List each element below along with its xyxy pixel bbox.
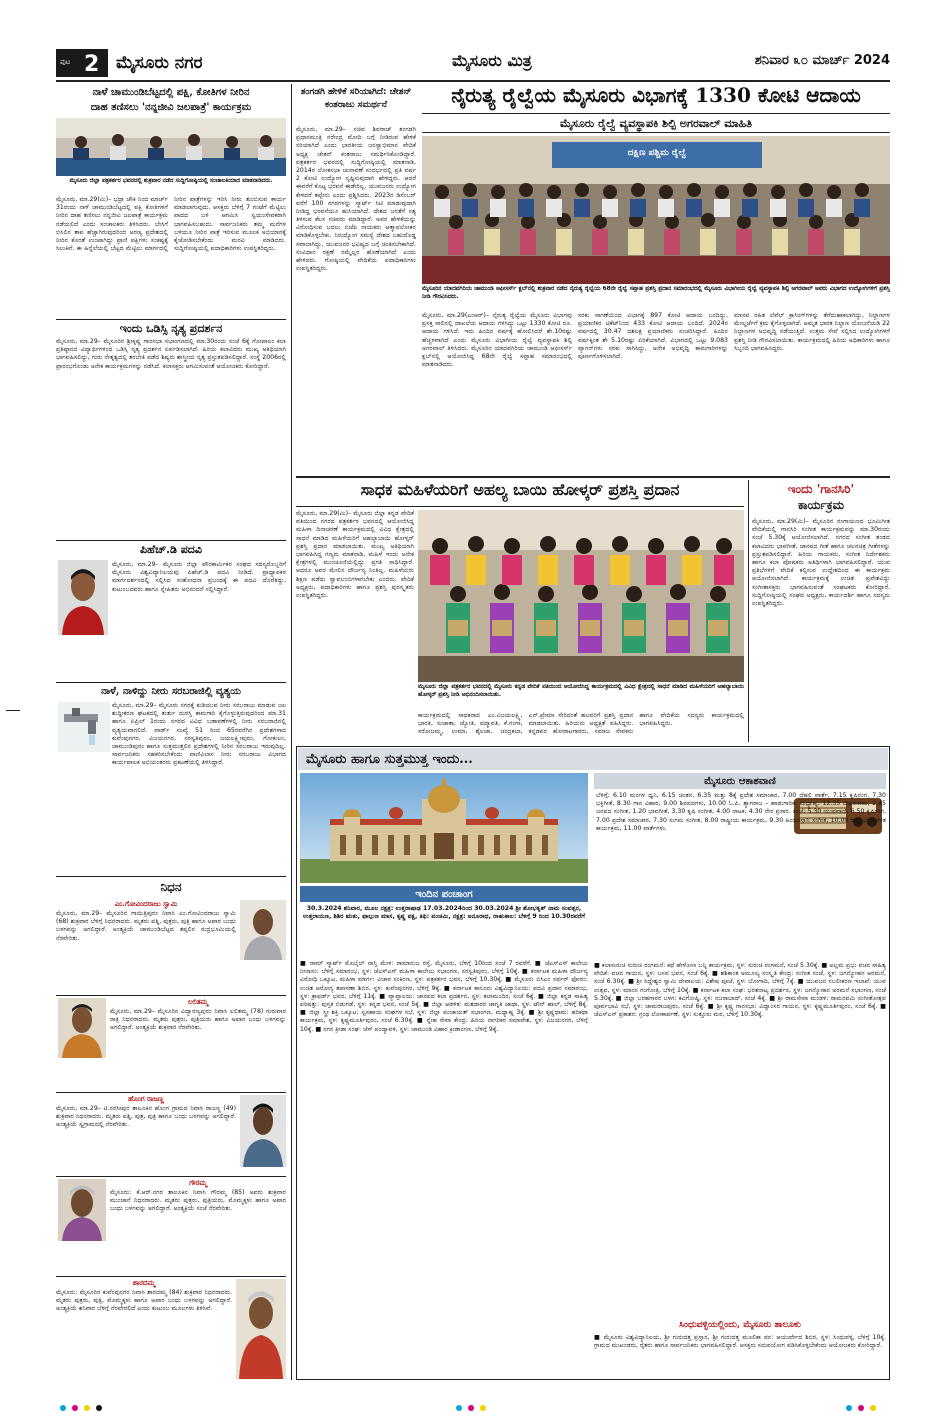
- award-story-body: ಮೈಸೂರು, ಮಾ.29(ಮಿ)– ಮೈಸೂರು ಜಿಲ್ಲಾ ಕನ್ನಡ ವೇದಿಕೆ ವತಿಯಿಂದ ನಗರದ ಪತ್ರಕರ್ತರ ಭವನದಲ್ಲಿ ಆಯೋಜಿಸಿದ್ದ ಮಹಿಳಾ ದಿನಾಚರಣೆ ಕಾರ್ಯಕ್ರಮದಲ್ಲಿ ವಿವಿಧ ಕ್ಷೇತ್ರದಲ್ಲಿ ಸಾಧನೆ ಮಾಡಿದ ಮಹಿಳೆಯರಿಗೆ ಅಹಲ್ಯಾಬಾಯಿ ಹೋಳ್ಕರ್ ಪ್ರಶಸ್ತಿ ಪ್ರದಾನ ಮಾಡಲಾಯಿತು. ಮುಖ್ಯ ಅತಿಥಿಯಾಗಿ ಭಾಗವಹಿಸಿದ್ದ ಗಣ್ಯರು ಮಾತನಾಡಿ, ಮಹಿಳೆ ಇಂದು ಅನೇಕ ಕ್ಷೇತ್ರಗಳಲ್ಲಿ ಮುಂಚೂಣಿಯಲ್ಲಿದ್ದು ಪ್ರಗತಿ ಸಾಧಿಸಿದ್ದಾರೆ. ಆದರೂ ಅವರ ಮೇಲಿನ ದೌರ್ಜನ್ಯ ನಿಂತಿಲ್ಲ. ಮಹಿಳೆಯರು ಶಿಕ್ಷಣ ಪಡೆದು ಸ್ವಾವಲಂಬಿಗಳಾಗಬೇಕು ಎಂದರು. ವೇದಿಕೆ ಅಧ್ಯಕ್ಷರು, ಪದಾಧಿಕಾರಿಗಳು ಹಾಗೂ ಪ್ರಶಸ್ತಿ ಪುರಸ್ಕೃತರು ಉಪಸ್ಥಿತರಿದ್ದರು.: [296, 510, 414, 599]
- obituary-name: ಶಾರದಮ್ಮ: [132, 1279, 156, 1287]
- masthead-rule: [56, 80, 890, 82]
- obituary-name: ಹೊಂಗ ರಾಜಣ್ಣ: [128, 1095, 164, 1103]
- event-listings-right: ■ ಕಲಾಸುರುಚಿ ಸುರುಚಿ ರಂಗಮನೆ: ಕಥೆ ಹೇಳೋಣ ಬನ್ನಿ ಕಾರ್ಯಕ್ರಮ, ಸ್ಥಳ: ಸುರುಚಿ ರಂಗಮನೆ, ಸಂಜೆ 5.30ಕ್ಕೆ. ■ ಅಲ್ಲಮ ಪ್ರಭು ವಚನ ಸಾಹಿತ್ಯ ವೇದಿಕೆ: ವಚನ ಗಾಯನ, ಸ್ಥಳ: ಬಸವ ಭವನ, ಸಂಜೆ 6ಕ್ಕೆ. ■ ಶಶಿಕಾಂತ ಅಮೂಲ್ಯ ಸಂಸ್ಕೃತಿ ಕೇಂದ್ರ: ಸಂಗೀತ ಸಂಜೆ, ಸ್ಥಳ: ಜಗನ್ಮೋಹನ ಅರಮನೆ, ಸಂಜೆ 6.30ಕ್ಕೆ. ■ ಶ್ರೀ ಸಿದ್ದೇಶ್ವರ ಸ್ವಾಮಿ ದೇವಾಲಯ: ವಿಶೇಷ ಪೂಜೆ, ಸ್ಥಳ: ಬೋಗಾದಿ, ಬೆಳಿಗ್ಗೆ 7ಕ್ಕೆ. ■ ಯುವಜನ ಸಬಲೀಕರಣ ಇಲಾಖೆ: ಯುವ ಉತ್ಸವ, ಸ್ಥಳ: ಮಾನಸ ಗಂಗೋತ್ರಿ, ಬೆಳಿಗ್ಗೆ 10ಕ್ಕೆ. ■ ಕರ್ನಾಟಕ ಕಲಾ ಸಂಘ: ಭರತನಾಟ್ಯ ಪ್ರದರ್ಶನ, ಸ್ಥಳ: ಜಗನ್ಮೋಹನ ಅರಮನೆ ಸಭಾಂಗಣ, ಸಂಜೆ 5.30ಕ್ಕೆ. ■ ಜಿಲ್ಲಾ ಬರಹಗಾರರ ಬಳಗ: ಕವಿಗೋಷ್ಠಿ, ಸ್ಥಳ: ನಜರಾಬಾದ್, ಸಂಜೆ 4ಕ್ಕೆ. ■ ಶ್ರೀ ರಾಮಸೇವಾ ಮಂಡಳಿ: ರಾಮನವಮಿ ಸಂಗೀತೋತ್ಸವ ಪೂರ್ವಭಾವಿ ಸಭೆ, ಸ್ಥಳ: ಚಾಮರಾಜಪುರಂ, ಸಂಜೆ 6ಕ್ಕೆ. ■ ಶ್ರೀ ಕೃಷ್ಣ ಗಾನಸಭಾ: ವಿದ್ವಾಂಸರ ಗಾಯನ, ಸ್ಥಳ: ಕೃಷ್ಣಮೂರ್ತಿಪುರಂ, ಸಂಜೆ 6ಕ್ಕೆ. ■ ಜೆಎಸ್‌ಎಸ್ ಪ್ರಕಾಶನ: ಗ್ರಂಥ ಲೋಕಾರ್ಪಣೆ, ಸ್ಥಳ: ಸುತ್ತೂರು ಮಠ, ಬೆಳಿಗ್ಗೆ 10.30ಕ್ಕೆ.: [594, 962, 886, 1019]
- obituary-name: ಲಲಿತಮ್ಮ: [187, 998, 209, 1006]
- obituary-name: ಎಂ.ಗೋವಿಂದರಾಜು ಸ್ವಾಮಿ: [114, 900, 178, 908]
- railway-photo-caption: ಮೈಸೂರಿನ ಯಾದವಗಿರಿಯ ಚಾಮುಂಡಿ ಆಫೀಸರ್ಸ್ ಕ್ಲಬ್‌ನಲ್ಲಿ ಶುಕ್ರವಾರ ನಡೆದ ನೈರುತ್ಯ ರೈಲ್ವೆಯ 68ನೇ ರೈಲ್ವೆ ಸಪ್ತಾಹ ಪ್ರಶಸ್ತಿ ಪ್ರದಾನ ಸಮಾರಂಭದಲ್ಲಿ ಮೈಸೂರು ವಿಭಾಗೀಯ ರೈಲ್ವೆ ವ್ಯವಸ್ಥಾಪಕಿ ಶಿಲ್ಪಿ ಅಗರವಾಲ್ ಅವರು ವಿಭಾಗದ ಉದ್ಯೋಗಿಗಳಿಗೆ ಪ್ರಶಸ್ತಿ ನೀಡಿ ಗೌರವಿಸಿದರು.: [422, 286, 890, 300]
- taluk-events-headline: ಸಿಂಧುವಳ್ಳಿಯಲ್ಲಿಂದು, ಮೈಸೂರು ತಾಲೂಕು: [679, 1320, 801, 1330]
- registration-mark: [858, 1405, 864, 1411]
- gaanasiri-headline-2: ಕಾರ್ಯಕ್ರಮ: [797, 498, 845, 512]
- col1-headline-1: ನಾಳೆ ಚಾಮುಂಡಿಬೆಟ್ಟದಲ್ಲಿ ಪಕ್ಷಿ, ಕೋತಿಗಳ ನೀರಿನ: [92, 87, 250, 98]
- obituary-text: ಮೈಸೂರು, ಮಾ.29– ಟಿ.ನರಸೀಪುರ ತಾಲೂಕಿನ ಹೊಂಗ ಗ್ರಾಮದ ನಿವಾಸಿ ರಾಜಣ್ಣ (49) ಶುಕ್ರವಾರ ನಿಧನರಾದರು. ಮೃತರು ಪತ್ನಿ, ಪುತ್ರ, ಪುತ್ರಿ ಹಾಗೂ ಬಂಧು ಬಳಗವನ್ನು ಅಗಲಿದ್ದಾರೆ. ಅಂತ್ಯಕ್ರಿಯೆ ಸ್ವಗ್ರಾಮದಲ್ಲಿ ನೆರವೇರಿತು.: [56, 1105, 236, 1129]
- phd-story-body: ಮೈಸೂರು, ಮಾ.29– ಮೈಸೂರು ಜಿಲ್ಲಾ ಪೌರಕಾರ್ಮಿಕರ ಸಂಘದ ಸದಸ್ಯರೊಬ್ಬರಿಗೆ ಮೈಸೂರು ವಿಶ್ವವಿದ್ಯಾನಿಲಯವು ಪಿಹೆಚ್.ಡಿ ಪದವಿ ನೀಡಿದೆ. ಪ್ರಾಧ್ಯಾಪಕರ ಮಾರ್ಗದರ್ಶನದಲ್ಲಿ ಸಲ್ಲಿಸಿದ ಸಂಶೋಧನಾ ಪ್ರಬಂಧಕ್ಕೆ ಈ ಪದವಿ ದೊರೆತಿದ್ದು, ಕುಟುಂಬದವರು ಹಾಗೂ ಸ್ನೇಹಿತರು ಅಭಿನಂದನೆ ಸಲ್ಲಿಸಿದ್ದಾರೆ.: [112, 561, 286, 593]
- phd-portrait: [58, 560, 108, 635]
- radio-schedule-text: ಬೆಳಿಗ್ಗೆ: 6.10 ಮಂಗಳ ಧ್ವನಿ, 6.15 ಚಿಂತನ, 6.35 ಮತ್ತು 8ಕ್ಕೆ ಪ್ರದೇಶ ಸಮಾಚಾರ, 7.00 ದೆಹಲಿ ವಾರ್ತೆ, 7.15 ಕೃಷಿರಂಗ, 7.30 ಭಕ್ತಿಗೀತೆ, 8.30 ಗಾನ ವಿಹಾರ, 9.00 ಶಿವಪದಗಳು, 10.00 ಓ.ಪಿ. ತ್ಯಾಗರಾಜ – ಹಾಡುಗಾರಿಕೆ. ಮಧ್ಯಾಹ್ನ: 12.35 ದೇವರನಾಮ, 2.45 ಜನಪದ ಸಂಗೀತ, 1.20 ಭಾವಗೀತೆ, 3.30 ಕೃಷಿ ಸಂಗೀತ, 4.00 ನಾಟಕ, 4.30 ನೇರ ಪ್ರಸಾರ. ಸಂಜೆ: 5.30 ಯುವವಾಣಿ, 6.50 ಕೃಷಿರಂಗ, 7.00 ಪ್ರದೇಶ ಸಮಾಚಾರ, 7.30 ಸುಗಮ ಸಂಗೀತ, 8.00 ರಾಷ್ಟ್ರೀಯ ಕಾರ್ಯಕ್ರಮ, 9.30 ಹಿಂದೂಸ್ತಾನಿ ಸಂಗೀತ, 10.00 ರಾಷ್ಟ್ರೀಯ ಸಂಗೀತ ಕಾರ್ಯಕ್ರಮ, 11.00 ವಾರ್ತೆಗಳು.: [596, 792, 886, 832]
- col1-divider-2: [56, 540, 286, 541]
- award-headline: ಸಾಧಕ ಮಹಿಳೆಯರಿಗೆ ಅಹಲ್ಯ ಬಾಯಿ ಹೋಳ್ಕರ್ ಪ್ರಶಸ್ತಿ ಪ್ರದಾನ: [360, 480, 680, 499]
- registration-mark: [84, 1405, 90, 1411]
- obit-divider: [56, 995, 286, 996]
- tangadagi-headline: ತಂಗಡಗಿ ಹೇಳಿಕೆ ಸರಿಯಾಗಿದೆ: ಚೇತನ್ ಕಂತರಾಜು ಸಮರ್ಥನೆ: [300, 87, 412, 110]
- gaanasiri-story-body: ಮೈಸೂರು, ಮಾ.29(ಮಿ)– ಮೈಸೂರಿನ ರಂಗಾಯಣದ ಭೂಮಿಗೀತ ವೇದಿಕೆಯಲ್ಲಿ ಗಾನಸಿರಿ ಸಂಗೀತ ಕಾರ್ಯಕ್ರಮವನ್ನು ಮಾ.30ರಂದು ಸಂಜೆ 5.30ಕ್ಕೆ ಆಯೋಜಿಸಲಾಗಿದೆ. ನಗರದ ಸಂಗೀತ ತಂಡದ ಕಲಾವಿದರು ಭಾವಗೀತೆ, ಜಾನಪದ ಗೀತೆ ಹಾಗೂ ಚಲನಚಿತ್ರ ಗೀತೆಗಳನ್ನು ಪ್ರಸ್ತುತಪಡಿಸಲಿದ್ದಾರೆ. ಹಿರಿಯ ಗಾಯಕರು, ಸಂಗೀತ ನಿರ್ದೇಶಕರು ಹಾಗೂ ಕಲಾ ಪೋಷಕರು ಅತಿಥಿಗಳಾಗಿ ಭಾಗವಹಿಸಲಿದ್ದಾರೆ. ಯುವ ಪ್ರತಿಭೆಗಳಿಗೆ ವೇದಿಕೆ ಕಲ್ಪಿಸುವ ಉದ್ದೇಶದಿಂದ ಈ ಕಾರ್ಯಕ್ರಮ ಆಯೋಜಿಸಲಾಗಿದೆ. ಕಾರ್ಯಕ್ರಮಕ್ಕೆ ಉಚಿತ ಪ್ರವೇಶವಿದ್ದು ಸಂಗೀತಾಸಕ್ತರು ಭಾಗವಹಿಸುವಂತೆ ಸಂಘಟಕರು ಕೋರಿದ್ದಾರೆ. ಸುದ್ದಿಗೋಷ್ಠಿಯಲ್ಲಿ ಸಂಘದ ಅಧ್ಯಕ್ಷರು, ಕಾರ್ಯದರ್ಶಿ ಹಾಗೂ ಸದಸ್ಯರು ಉಪಸ್ಥಿತರಿದ್ದರು.: [752, 518, 890, 607]
- registration-mark: [72, 1405, 78, 1411]
- radio-title-bar: [594, 773, 886, 789]
- today-banner-text: ಮೈಸೂರು ಹಾಗೂ ಸುತ್ತಮುತ್ತ ಇಂದು...: [306, 752, 473, 767]
- taluk-events-text: ■ ಮೈಸೂರು ವಿಶ್ವವಿದ್ಯಾನಿಲಯ, ಶ್ರೀ ಗುರುದತ್ತ ಪ್ರಸ್ತಾನ, ಶ್ರೀ ಗುರುದತ್ತ ಮೂಲಿಕಾ ವನ: ಆಯುರ್ವೇದ ಶಿಬಿರ, ಸ್ಥಳ: ಸಿಂಧುವಳ್ಳಿ, ಬೆಳಿಗ್ಗೆ 10ಕ್ಕೆ. ಗ್ರಾಮದ ಮುಖಂಡರು, ರೈತರು ಹಾಗೂ ಸಾರ್ವಜನಿಕರು ಭಾಗವಹಿಸಲಿದ್ದಾರೆ. ಆಸಕ್ತರು ಸದುಪಯೋಗ ಪಡಿಸಿಕೊಳ್ಳಬೇಕೆಂದು ಆಯೋಜಕರು ಕೋರಿದ್ದಾರೆ.: [594, 1334, 886, 1350]
- registration-mark: [468, 1405, 474, 1411]
- obituary-portrait: [236, 1279, 286, 1379]
- panchanga-title-bar: [300, 886, 588, 902]
- margin-tick: [6, 710, 20, 711]
- tangadagi-story-body: ಮೈಸೂರು, ಮಾ.29– ಸಚಿವ ಶಿವರಾಜ್ ತಂಗಡಗಿ ಪ್ರಧಾನಮಂತ್ರಿ ನರೇಂದ್ರ ಮೋದಿ ಬಗ್ಗೆ ನೀಡಿರುವ ಹೇಳಿಕೆ ಸರಿಯಾಗಿದೆ ಎಂದು ಭಾರತೀಯ ಜನಸ್ವಾಭಿಮಾನ ವೇದಿಕೆ ಅಧ್ಯಕ್ಷ ಚೇತನ್ ಕಂತರಾಜು ಸಮರ್ಥಿಸಿಕೊಂಡಿದ್ದಾರೆ. ಪತ್ರಕರ್ತರ ಭವನದಲ್ಲಿ ಸುದ್ದಿಗೋಷ್ಠಿಯಲ್ಲಿ ಮಾತನಾಡಿ, 2014ರ ಲೋಕಸಭಾ ಚುನಾವಣೆ ಸಂದರ್ಭದಲ್ಲಿ ಪ್ರತಿ ವರ್ಷ 2 ಕೋಟಿ ಉದ್ಯೋಗ ಸೃಷ್ಟಿಸುವುದಾಗಿ ಹೇಳಿದ್ದರು. ಆದರೆ ಈವರೆಗೆ ಕೊಟ್ಟ ಭರವಸೆ ಈಡೇರಿಲ್ಲ. ಯುವಜನರು ಉದ್ಯೋಗ ಕೇಳಿದರೆ ತಪ್ಪೇನು ಎಂದು ಪ್ರಶ್ನಿಸಿದರು. 2023ರ ಡಿಸೆಂಬರ್ ವರೆಗೆ 100 ನಗರಗಳನ್ನು ಸ್ಮಾರ್ಟ್ ಸಿಟಿ ಮಾಡುವುದಾಗಿ ನೀಡಿದ್ದ ಭರವಸೆಯೂ ಹುಸಿಯಾಗಿದೆ. ದೇಶದ ಜನತೆಗೆ ಸತ್ಯ ತಿಳಿಸುವ ಕೆಲಸ ಸಚಿವರು ಮಾಡಿದ್ದಾರೆ. ಅವರ ಹೇಳಿಕೆಯನ್ನು ವಿರೋಧಿಸುವ ಬದಲು ಬಿಜೆಪಿ ನಾಯಕರು ಆತ್ಮಾವಲೋಕನ ಮಾಡಿಕೊಳ್ಳಬೇಕು. ನಿರುದ್ಯೋಗ ಸಮಸ್ಯೆ ದೇಶದ ಬಹುದೊಡ್ಡ ಸವಾಲಾಗಿದ್ದು, ಯುವಜನರ ಭವಿಷ್ಯದ ಬಗ್ಗೆ ಚಿಂತಿಸಬೇಕಾಗಿದೆ. ಸಂವಿಧಾನ ರಕ್ಷಣೆ ನಮ್ಮೆಲ್ಲರ ಹೊಣೆಯಾಗಿದೆ ಎಂದು ಹೇಳಿದರು. ಗೋಷ್ಠಿಯಲ್ಲಿ ವೇದಿಕೆಯ ಪದಾಧಿಕಾರಿಗಳು ಉಪಸ್ಥಿತರಿದ್ದರು.: [296, 126, 416, 273]
- water-pot-photo-caption: ಮೈಸೂರು ಜಿಲ್ಲಾ ಪತ್ರಕರ್ತರ ಭವನದಲ್ಲಿ ಶುಕ್ರವಾರ ನಡೆದ ಸುದ್ದಿಗೋಷ್ಠಿಯಲ್ಲಿ ಸಂಚಾಲಕಿಯಾದ ಮಾತನಾಡಿದರು.: [69, 178, 273, 184]
- col1-divider-4: [56, 876, 286, 877]
- obituary-portrait: [240, 1095, 286, 1167]
- railway-subhead-band: [422, 113, 890, 133]
- col1-divider-3: [56, 682, 286, 683]
- obituary-text: ಮೈಸೂರು, ಮಾ.29– ಮೈಸೂರಿನ ಗಾಯಿತ್ರಿಪುರಂ ನಿವಾಸಿ ಎಂ.ಗೋವಿಂದರಾಜು ಸ್ವಾಮಿ (68) ಶುಕ್ರವಾರ ಬೆಳಿಗ್ಗೆ ನಿಧನರಾದರು. ಮೃತರು ಪತ್ನಿ, ಪುತ್ರರು, ಪುತ್ರಿ ಹಾಗೂ ಅಪಾರ ಬಂಧು ಬಳಗವನ್ನು ಅಗಲಿದ್ದಾರೆ. ಅಂತ್ಯಕ್ರಿಯೆ ಚಾಮುಂಡಿಬೆಟ್ಟದ ತಪ್ಪಲಿನ ರುದ್ರಭೂಮಿಯಲ್ಲಿ ನೆರವೇರಿತು.: [56, 910, 236, 942]
- registration-mark: [480, 1405, 486, 1411]
- col1-headline-2: ದಾಹ ತಣಿಸಲು 'ನನ್ನಜೀವಿ ಜಲಪಾತ್ರೆ' ಕಾರ್ಯಕ್ರಮ: [90, 102, 252, 113]
- water-supply-headline: ನಾಳೆ, ನಾಳಿದ್ದು ನೀರು ಸರಬರಾಜಿಲ್ಲಿ ವ್ಯತ್ಯಯ: [101, 686, 241, 697]
- portrait-illustration: [236, 1279, 286, 1379]
- panchanga-title: ಇಂದಿನ ಪಂಚಾಂಗ: [415, 889, 473, 900]
- col1-col2-rule: [291, 84, 292, 1380]
- event-listings-left: ■ ರಾಮ್‌ ಸ್ಮಾರ್ಟ್ ಮೊಬೈಲ್ ನಾಸ್ತಿ ಮೇಳ: ರಾಮಾನುಜ ರಸ್ತೆ, ಮೈಸೂರು, ಬೆಳಿಗ್ಗೆ 10ರಿಂದ ಸಂಜೆ 7 ರವರೆಗೆ. ■ ಜೆಎಸ್‌ಎಸ್ ಕಾಲೇಜು ನೀನಾಸಂ: ಬೆಳಿಗ್ಗೆ ಸಮಾರಂಭ, ಸ್ಥಳ: ಜೆಎಸ್‌ಎಸ್ ಮಹಿಳಾ ಕಾಲೇಜು ಸಭಾಂಗಣ, ಸರಸ್ವತಿಪುರಂ, ಬೆಳಿಗ್ಗೆ 10ಕ್ಕೆ. ■ ಕರ್ನಾಟಕ ಮಹಿಳಾ ದೌರ್ಜನ್ಯ ವಿರೋಧಿ ಒಕ್ಕೂಟ, ಮಹಿಳಾ ಮಾರ್ಗ: ವಿಚಾರ ಸಂಕಿರಣ, ಸ್ಥಳ: ಪತ್ರಕರ್ತರ ಭವನ, ಬೆಳಿಗ್ಗೆ 10.30ಕ್ಕೆ. ■ ಮೈಸೂರು ಬಿಸಿಎಂ ಸರ್ವರ್ ಫೋರಂ: ಉಚಿತ ಆರೋಗ್ಯ ತಪಾಸಣಾ ಶಿಬಿರ, ಸ್ಥಳ: ಕುವೆಂಪುನಗರ, ಬೆಳಿಗ್ಗೆ 9ಕ್ಕೆ. ■ ಕರ್ನಾಟಕ ಕಾನೂನು ವಿಶ್ವವಿದ್ಯಾನಿಲಯ: ಪದವಿ ಪ್ರದಾನ ಸಮಾರಂಭ, ಸ್ಥಳ: ಕ್ರಾಫರ್ಡ್ ಭವನ, ಬೆಳಿಗ್ಗೆ 11ಕ್ಕೆ. ■ ವ್ಯಾಪ್ತಾಲಯ: ಜಾನಪದ ಕಲಾ ಪ್ರದರ್ಶನ, ಸ್ಥಳ: ಕಲಾಮಂದಿರ, ಸಂಜೆ 6ಕ್ಕೆ. ■ ಜಿಲ್ಲಾ ಕನ್ನಡ ಸಾಹಿತ್ಯ ಪರಿಷತ್ತು: ಪುಸ್ತಕ ಬಿಡುಗಡೆ, ಸ್ಥಳ: ಕನ್ನಡ ಭವನ, ಸಂಜೆ 5ಕ್ಕೆ. ■ ಜಿಲ್ಲಾ ಆಡಳಿತ: ಮತದಾರರ ಜಾಗೃತಿ ಜಾಥಾ, ಸ್ಥಳ: ಟೌನ್ ಹಾಲ್, ಬೆಳಿಗ್ಗೆ 8ಕ್ಕೆ. ■ ಜಿಲ್ಲಾ ಸ್ತ್ರೀ ಶಕ್ತಿ ಒಕ್ಕೂಟ: ಸ್ವಸಹಾಯ ಸಂಘಗಳ ಸಭೆ, ಸ್ಥಳ: ಜಿಲ್ಲಾ ಪಂಚಾಯತ್ ಸಭಾಂಗಣ, ಮಧ್ಯಾಹ್ನ 3ಕ್ಕೆ. ■ ಶ್ರೀ ಕೃಷ್ಣಧಾಮ: ಹರಿಕಥಾ ಕಾರ್ಯಕ್ರಮ, ಸ್ಥಳ: ಕೃಷ್ಣಮೂರ್ತಿಪುರಂ, ಸಂಜೆ 6.30ಕ್ಕೆ. ■ ಸ್ನೇಹ ಸೇವಾ ಕೇಂದ್ರ: ಹಿರಿಯ ನಾಗರಿಕರ ಸಮಾವೇಶ, ಸ್ಥಳ: ವಿಜಯನಗರ, ಬೆಳಿಗ್ಗೆ 10ಕ್ಕೆ. ■ ನಗರ ಕ್ರೀಡಾ ಸಂಘ: ಚೆಸ್ ಪಂದ್ಯಾವಳಿ, ಸ್ಥಳ: ಚಾಮುಂಡಿ ವಿಹಾರ ಕ್ರೀಡಾಂಗಣ, ಬೆಳಿಗ್ಗೆ 9ಕ್ಕೆ.: [300, 960, 588, 1033]
- page-number: 2: [84, 52, 100, 77]
- award-photo-caption: ಮೈಸೂರು ಜಿಲ್ಲಾ ಪತ್ರಕರ್ತರ ಭವನದಲ್ಲಿ ಮೈಸೂರು ಕನ್ನಡ ವೇದಿಕೆ ವತಿಯಿಂದ ಆಯೋಜಿಸಿದ್ದ ಕಾರ್ಯಕ್ರಮದಲ್ಲಿ ವಿವಿಧ ಕ್ಷೇತ್ರದಲ್ಲಿ ಸಾಧನೆ ಮಾಡಿದ ಮಹಿಳೆಯರಿಗೆ ಅಹಲ್ಯಾಬಾಯಿ ಹೋಳ್ಕರ್ ಪ್ರಶಸ್ತಿ ನೀಡಿ ಅಭಿನಂದಿಸಲಾಯಿತು.: [418, 684, 744, 698]
- railway-body-col-1: ಮೈಸೂರು, ಮಾ.29(ಎಂಆರ್)– ನೈರುತ್ಯ ರೈಲ್ವೆಯ ಮೈಸೂರು ವಿಭಾಗವು ಪ್ರಸಕ್ತ ಸಾಲಿನಲ್ಲಿ ದಾಖಲೆಯ ಆದಾಯ ಗಳಿಸಿದ್ದು ಒಟ್ಟು 1330 ಕೋಟಿ ರೂ. ಆದಾಯ ಗಳಿಸಿದೆ. ಇದು ಹಿಂದಿನ ವರ್ಷಕ್ಕೆ ಹೋಲಿಸಿದರೆ ಶೇ.10ರಷ್ಟು ಹೆಚ್ಚಳವಾಗಿದೆ ಎಂದು ಮೈಸೂರು ವಿಭಾಗೀಯ ರೈಲ್ವೆ ವ್ಯವಸ್ಥಾಪಕಿ ಶಿಲ್ಪಿ ಅಗರವಾಲ್ ತಿಳಿಸಿದರು. ಮೈಸೂರಿನ ಯಾದವಗಿರಿಯ ಚಾಮುಂಡಿ ಆಫೀಸರ್ಸ್ ಕ್ಲಬ್‌ನಲ್ಲಿ ಆಯೋಜಿಸಿದ್ದ 68ನೇ ರೈಲ್ವೆ ಸಪ್ತಾಹ ಸಮಾರಂಭದಲ್ಲಿ ಮಾತನಾಡಿದರು.: [422, 312, 572, 369]
- registration-mark: [60, 1405, 66, 1411]
- panchanga-text: 30.3.2024 ಶನಿವಾರ, ಮೂಲ ನಕ್ಷತ್ರ: ಉತ್ತರಾಷಾಢ 17.03.2024ರಿಂದ 30.03.2024 ಶ್ರೀ ಶೋಭಕೃತ್ ನಾಮ ಸಂವತ್ಸರ, ಉತ್ತರಾಯಣ, ಶಿಶಿರ ಋತು, ಫಾಲ್ಗುಣ ಮಾಸ, ಕೃಷ್ಣ ಪಕ್ಷ, ತಿಥಿ: ಪಂಚಮಿ, ನಕ್ಷತ್ರ: ಅನೂರಾಧ, ರಾಹುಕಾಲ: ಬೆಳಿಗ್ಗೆ 9 ರಿಂದ 10.30ರವರೆಗೆ: [303, 905, 585, 921]
- odissi-headline: ಇಂದು ಒಡಿಸ್ಸಿ ನೃತ್ಯ ಪ್ರದರ್ಶನ: [119, 322, 223, 335]
- railway-headline: ನೈರುತ್ಯ ರೈಲ್ವೆಯ ಮೈಸೂರು ವಿಭಾಗಕ್ಕೆ 1330 ಕೋಟಿ ಆದಾಯ: [451, 83, 861, 107]
- issue-date: ಶನಿವಾರ ೩೦ ಮಾರ್ಚ್ 2024: [754, 53, 890, 68]
- obituary-text: ಮೈಸೂರು: ಕೆ.ಆರ್.ನಗರ ತಾಲೂಕಿನ ನಿವಾಸಿ ಗೌರಮ್ಮ (85) ಅವರು ಶುಕ್ರವಾರ ಮುಂಜಾನೆ ನಿಧನರಾದರು. ಮೃತರು ಪುತ್ರರು, ಪುತ್ರಿಯರು, ಮೊಮ್ಮಕ್ಕಳು ಹಾಗೂ ಅಪಾರ ಬಂಧು ಬಳಗವನ್ನು ಅಗಲಿದ್ದಾರೆ. ಅಂತ್ಯಕ್ರಿಯೆ ಸಂಜೆ ನೆರವೇರಿತು.: [110, 1189, 286, 1213]
- mysore-palace-photo: [300, 773, 588, 883]
- railway-award-photo: [422, 136, 890, 284]
- portrait-illustration: [240, 900, 286, 960]
- press-meet-illustration: [56, 118, 286, 176]
- obituary-section-title: ನಿಧನ: [160, 880, 182, 894]
- award-story-continued: ಕಾರ್ಯಕ್ರಮದಲ್ಲಿ ಸಾಧಕರಾದ ಎಂ.ವಿಜಯಲಕ್ಷ್ಮಿ, ಭಾರತಿ, ಸುಜಾತಾ, ಜ್ಯೋತಿ, ಪದ್ಮಾವತಿ, ಕೆ.ಗಂಗಾ, ಸರೋಜಮ್ಮ, ಉಮಾ, ಶೈಲಜಾ, ಚಂದ್ರಕಲಾ, ಎನ್.ಪ್ರೇಮಾ ಸೇರಿದಂತೆ ಹಲವರಿಗೆ ಪ್ರಶಸ್ತಿ ಪ್ರದಾನ ಮಾಡಲಾಯಿತು. ಹಿರಿಯರು ಅಧ್ಯಕ್ಷತೆ ವಹಿಸಿದ್ದರು. ಕನ್ನಡಪರ ಹೋರಾಟಗಾರರು, ಸಮಾಜ ಸೇವಕರು ಹಾಗೂ ವೇದಿಕೆಯ ಸದಸ್ಯರು ಕಾರ್ಯಕ್ರಮದಲ್ಲಿ ಭಾಗವಹಿಸಿದ್ದರು.: [418, 712, 744, 736]
- palace-illustration: [300, 773, 588, 883]
- paper-name: ಮೈಸೂರು ಮಿತ್ರ: [452, 51, 532, 70]
- obituary-portrait: [240, 900, 286, 960]
- obituary-text: ಮೈಸೂರು: ಮೈಸೂರಿನ ಕುವೆಂಪುನಗರ ನಿವಾಸಿ ಶಾರದಮ್ಮ (84) ಶುಕ್ರವಾರ ನಿಧನರಾದರು. ಮೃತರು ಪುತ್ರರು, ಪುತ್ರಿ, ಮೊಮ್ಮಕ್ಕಳು ಹಾಗೂ ಅಪಾರ ಬಂಧು ಬಳಗವನ್ನು ಅಗಲಿದ್ದಾರೆ. ಅಂತ್ಯಕ್ರಿಯೆ ಶನಿವಾರ ಬೆಳಿಗ್ಗೆ ನೆರವೇರಲಿದೆ ಎಂದು ಕುಟುಂಬ ಮೂಲಗಳು ತಿಳಿಸಿವೆ.: [56, 1289, 232, 1313]
- obit-divider: [56, 1176, 286, 1177]
- water-pot-press-photo: [56, 118, 286, 176]
- registration-mark: [870, 1405, 876, 1411]
- railway-banner-text: ದಕ್ಷಿಣ ಪಶ್ಚಿಮ ರೈಲ್ವೆ: [627, 148, 687, 158]
- registration-mark: [846, 1405, 852, 1411]
- radio-title: ಮೈಸೂರು ಆಕಾಶವಾಣಿ: [704, 776, 776, 787]
- registration-mark: [96, 1405, 102, 1411]
- railway-body-col-3: ಮಾನವ ರಹಿತ ಲೆವೆಲ್ ಕ್ರಾಸಿಂಗ್‌ಗಳನ್ನು ತೆಗೆದುಹಾಕಲಾಗಿದ್ದು, ನಿಲ್ದಾಣಗಳ ಮೇಲ್ದರ್ಜೆಗೆ ಕ್ರಮ ಕೈಗೊಳ್ಳಲಾಗಿದೆ. ಅಮೃತ ಭಾರತ ನಿಲ್ದಾಣ ಯೋಜನೆಯಡಿ 22 ನಿಲ್ದಾಣಗಳ ಅಭಿವೃದ್ಧಿ ನಡೆಯುತ್ತಿದೆ. ಉತ್ತಮ ಸೇವೆ ಸಲ್ಲಿಸಿದ ಉದ್ಯೋಗಿಗಳಿಗೆ ಪ್ರಶಸ್ತಿ ನೀಡಿ ಗೌರವಿಸಲಾಯಿತು. ಕಾರ್ಯಕ್ರಮದಲ್ಲಿ ಹಿರಿಯ ಅಧಿಕಾರಿಗಳು ಹಾಗೂ ಸಿಬ್ಬಂದಿ ಭಾಗವಹಿಸಿದ್ದರು.: [734, 312, 890, 352]
- award-gaanasiri-rule: [748, 480, 749, 742]
- water-pot-story-body: ಮೈಸೂರು, ಮಾ.29(ಮಿ)– ಭದ್ರಾ ಚೌಕಿ ನಿಂದ ಮಾರ್ಚ್ 31ರಂದು ನಾಳೆ ಚಾಮುಂಡಿಬೆಟ್ಟದಲ್ಲಿ ಪಕ್ಷಿ ಕೋತಿಗಳಿಗೆ ನೀರಿನ ದಾಹ ತಣಿಸಲು ನನ್ನಜೀವಿ ಜಲಪಾತ್ರೆ ಕಾರ್ಯಕ್ರಮ ನಡೆಯಲಿದೆ ಎಂದು ಸಂಚಾಲಕರು ತಿಳಿಸಿದರು. ಬೇಸಿಗೆ ಬಿಸಿಲಿನ ತಾಪ ಹೆಚ್ಚಾಗಿರುವುದರಿಂದ ಅರಣ್ಯ ಪ್ರದೇಶದಲ್ಲಿ ನೀರಿನ ಕೊರತೆ ಉಂಟಾಗಿದ್ದು ಪ್ರಾಣಿ ಪಕ್ಷಿಗಳು ಸಂಕಷ್ಟಕ್ಕೆ ಸಿಲುಕಿವೆ. ಈ ಹಿನ್ನೆಲೆಯಲ್ಲಿ ಬೆಟ್ಟದ ಮೆಟ್ಟಿಲು ಮಾರ್ಗದಲ್ಲಿ ನೀರಿನ ಪಾತ್ರೆಗಳನ್ನು ಇರಿಸಿ ನೀರು ತುಂಬಿಸುವ ಕಾರ್ಯ ಮಾಡಲಾಗುವುದು. ಆಸಕ್ತರು ಬೆಳಿಗ್ಗೆ 7 ಗಂಟೆಗೆ ಮೆಟ್ಟಿಲು ಪಾದದ ಬಳಿ ಆಗಮಿಸಿ ಸ್ವಯಂಸೇವಕರಾಗಿ ಭಾಗವಹಿಸಬಹುದು. ಸಾರ್ವಜನಿಕರು ತಮ್ಮ ಮನೆಗಳ ಬಳಿಯೂ ನೀರಿನ ಪಾತ್ರೆ ಇರಿಸುವ ಮೂಲಕ ಅಭಿಯಾನಕ್ಕೆ ಕೈಜೋಡಿಸಬೇಕೆಂದು ಮನವಿ ಮಾಡಿದರು. ಸುದ್ದಿಗೋಷ್ಠಿಯಲ್ಲಿ ಪದಾಧಿಕಾರಿಗಳು ಉಪಸ್ಥಿತರಿದ್ದರು.: [56, 196, 286, 253]
- portrait-man-illustration: [58, 560, 108, 635]
- award-headline-rule: [296, 506, 744, 507]
- phd-headline: ಪಿಹೆಚ್.ಡಿ ಪದವಿ: [139, 543, 203, 556]
- page-label: ಪುಟ: [60, 58, 71, 66]
- obituary-portrait: [58, 1179, 106, 1241]
- upper-section-rule: [296, 476, 890, 478]
- portrait-illustration: [58, 998, 106, 1058]
- railway-body-col-2: ಸರಕು ಸಾಗಣೆಯಿಂದ ವಿಭಾಗಕ್ಕೆ 897 ಕೋಟಿ ಆದಾಯ ಬಂದಿದ್ದು, ಪ್ರಯಾಣಿಕರ ಟಿಕೆಟ್‌ನಿಂದ 433 ಕೋಟಿ ಆದಾಯ ಬಂದಿದೆ. 2024ರ ವರ್ಷದಲ್ಲಿ 30.47 ದಶಲಕ್ಷ ಪ್ರಯಾಣಿಕರು ಸಂಚರಿಸಿದ್ದಾರೆ. ಹಿಂದಿನ ವರ್ಷಕ್ಕಿಂತ ಶೇ 5.10ರಷ್ಟು ಏರಿಕೆಯಾಗಿದೆ. ವಿಭಾಗದಲ್ಲಿ ಒಟ್ಟು 9,083 ವ್ಯಾಗನ್‌ಗಳು ಸರಕು ಸಾಗಿಸಿದ್ದು, ಅನೇಕ ಅಭಿವೃದ್ಧಿ ಕಾಮಗಾರಿಗಳನ್ನು ಪೂರ್ಣಗೊಳಿಸಲಾಗಿದೆ.: [578, 312, 728, 360]
- obituary-portrait: [58, 998, 106, 1058]
- col1-divider-1: [56, 319, 286, 320]
- odissi-story-body: ಮೈಸೂರು, ಮಾ.29– ಮೈಸೂರಿನ ಶ್ರೀಕೃಷ್ಣ ಗಾನಸಭಾ ಸಭಾಂಗಣದಲ್ಲಿ ಮಾ.30ರಂದು ಸಂಜೆ 6ಕ್ಕೆ ಗೋಪಾಲಂ ಕಲಾ ಪ್ರತಿಷ್ಠಾನದ ವಿದ್ಯಾರ್ಥಿಗಳಿಂದ ಒಡಿಸ್ಸಿ ನೃತ್ಯ ಪ್ರದರ್ಶನ ಏರ್ಪಡಿಸಲಾಗಿದೆ. ಹಿರಿಯ ಕಲಾವಿದರು ಮುಖ್ಯ ಅತಿಥಿಯಾಗಿ ಭಾಗವಹಿಸಲಿದ್ದು, ಗುರು ನೇತೃತ್ವದಲ್ಲಿ ತರಬೇತಿ ಪಡೆದ ಶಿಷ್ಯರು ಶಾಸ್ತ್ರೀಯ ನೃತ್ಯ ಪ್ರಸ್ತುತಪಡಿಸಲಿದ್ದಾರೆ. ಸಂಸ್ಥೆ 2006ರಲ್ಲಿ ಪ್ರಾರಂಭಗೊಂಡು ಅನೇಕ ಕಾರ್ಯಕ್ರಮಗಳನ್ನು ನಡೆಸಿದೆ. ಕಲಾಸಕ್ತರು ಆಗಮಿಸುವಂತೆ ಆಯೋಜಕರು ಕೋರಿದ್ದಾರೆ.: [56, 338, 286, 370]
- gaanasiri-headline-1: ಇಂದು 'ಗಾನಸಿರಿ': [787, 482, 855, 496]
- award-group-illustration: [418, 510, 744, 682]
- masthead: [0, 40, 945, 80]
- registration-mark: [456, 1405, 462, 1411]
- water-supply-story-body: ಮೈಸೂರು, ಮಾ.29– ಮೈಸೂರು ನಗರಕ್ಕೆ ಕುಡಿಯುವ ನೀರು ಸರಬರಾಜು ಮಾಡುವ ಜಲ ಶುದ್ಧೀಕರಣ ಘಟಕದಲ್ಲಿ ತುರ್ತು ದುರಸ್ತಿ ಕಾಮಗಾರಿ ಕೈಗೊಳ್ಳುತ್ತಿರುವುದರಿಂದ ಮಾ.31 ಹಾಗೂ ಏಪ್ರಿಲ್ 1ರಂದು ನಗರದ ವಿವಿಧ ಬಡಾವಣೆಗಳಲ್ಲಿ ನೀರು ಸರಬರಾಜಿನಲ್ಲಿ ವ್ಯತ್ಯಯವಾಗಲಿದೆ. ವಾರ್ಡ್ ಸಂಖ್ಯೆ 51 ರಿಂದ 65ರವರೆಗಿನ ಪ್ರದೇಶಗಳಾದ ಕುವೆಂಪುನಗರ, ವಿಜಯನಗರ, ಸರಸ್ವತಿಪುರಂ, ಜಯಲಕ್ಷ್ಮೀಪುರಂ, ಗೋಕುಲಂ, ಚಾಮುಂಡಿಪುರಂ ಹಾಗೂ ಸುತ್ತಮುತ್ತಲಿನ ಪ್ರದೇಶಗಳಲ್ಲಿ ನೀರಿನ ಸರಬರಾಜು ಇರುವುದಿಲ್ಲ. ಸಾರ್ವಜನಿಕರು ಸಹಕರಿಸಬೇಕೆಂದು ವಾಣಿವಿಲಾಸ ನೀರು ಸರಬರಾಜು ವಿಭಾಗದ ಕಾರ್ಯಪಾಲಕ ಅಭಿಯಂತರರು ಪ್ರಕಟಣೆಯಲ್ಲಿ ತಿಳಿಸಿದ್ದಾರೆ.: [112, 702, 286, 767]
- obituary-name: ಗೌರಮ್ಮ: [189, 1179, 207, 1187]
- obituary-text: ಮೈಸೂರು, ಮಾ.29– ಮೈಸೂರಿನ ವಿದ್ಯಾರಣ್ಯಪುರಂ ನಿವಾಸಿ ಲಲಿತಮ್ಮ (78) ಗುರುವಾರ ರಾತ್ರಿ ನಿಧನರಾದರು. ಮೃತರು ಪುತ್ರರು, ಪುತ್ರಿಯರು ಹಾಗೂ ಅಪಾರ ಬಂಧು ಬಳಗವನ್ನು ಅಗಲಿದ್ದಾರೆ. ಅಂತ್ಯಕ್ರಿಯೆ ಶುಕ್ರವಾರ ನೆರವೇರಿತು.: [110, 1008, 286, 1032]
- portrait-illustration: [240, 1095, 286, 1167]
- railway-subhead: ಮೈಸೂರು ರೈಲ್ವೆ ವ್ಯವಸ್ಥಾಪಕಿ ಶಿಲ್ಪಿ ಅಗರವಾಲ್ ಮಾಹಿತಿ: [560, 117, 752, 130]
- portrait-illustration: [58, 1179, 106, 1241]
- today-banner: [298, 748, 888, 770]
- obit-divider: [56, 1092, 286, 1093]
- page-label-box: [56, 49, 108, 77]
- section-title: ಮೈಸೂರು ನಗರ: [116, 53, 203, 73]
- obit-divider: [56, 1276, 286, 1277]
- award-group-photo: [418, 510, 744, 682]
